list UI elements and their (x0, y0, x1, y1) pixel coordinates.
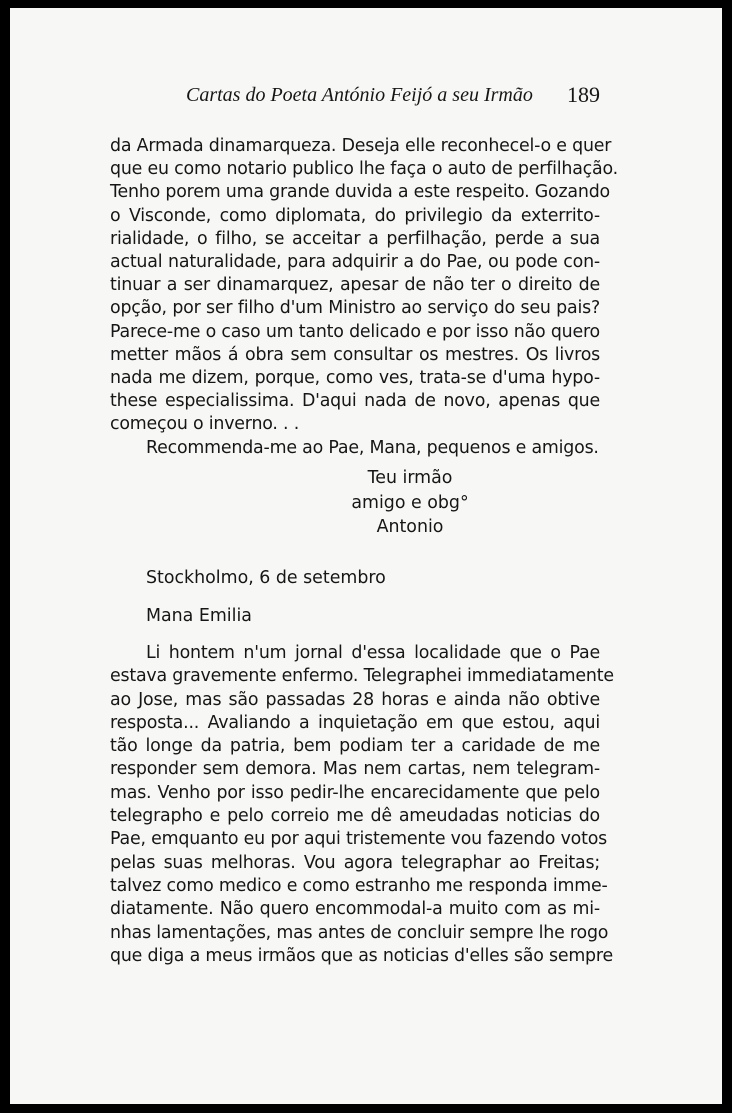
text-line: pelas suas melhoras. Vou agora telegraphar ao Freitas; (110, 852, 600, 873)
text-line: tão longe da patria, bem podiam ter a caridade de me (110, 736, 600, 757)
text-line: mas. Venho por isso pedir-lhe encarecidamente que pelo (110, 782, 600, 803)
letter-1-closing: Recommenda-me ao Pae, Mana, pequenos e amigos. (146, 437, 599, 458)
text-line: these especialissima. D'aqui nada de novo, apenas que (110, 391, 600, 412)
signature-line: Teu irmão (367, 468, 453, 488)
signature-line: amigo e obg° (351, 492, 469, 513)
text-line: que diga a meus irmãos que as noticias d'elles são sempre (110, 945, 613, 966)
text-line: metter mãos á obra sem consultar os mestres. Os livros (110, 344, 600, 365)
letter-2-body (110, 642, 614, 968)
text-line: ao Jose, mas são passadas 28 horas e ainda não obtive (110, 689, 600, 710)
text-line: o Visconde, como diplomata, do privilegio da exterrito- (110, 205, 600, 226)
running-header (110, 82, 600, 110)
page-number: 189 (567, 82, 600, 107)
signature-name: Antonio (376, 517, 444, 537)
letter-2-paragraph (110, 642, 614, 968)
text-line: responder sem demora. Mas nem cartas, nem telegram- (110, 759, 600, 780)
text-line: Li hontem n'um jornal d'essa localidade que o Pae (146, 643, 600, 663)
text-line: talvez como medico e como estranho me responda imme- (110, 875, 608, 896)
letter-1-body (110, 135, 618, 460)
text-line: resposta... Avaliando a inquietação em que estou, aqui (110, 712, 600, 733)
text-line: nhas lamentações, mas antes de concluir sempre lhe rogo (110, 922, 609, 943)
text-line: Pae, emquanto eu por aqui tristemente vou fazendo votos (110, 829, 608, 850)
text-line: tinuar a ser dinamarquez, apesar de não ter o direito de (110, 275, 600, 296)
letter-2-salutation: Mana Emilia (146, 606, 252, 626)
book-page (10, 8, 722, 1104)
text-line: Tenho porem uma grande duvida a este respeito. Gozando (110, 182, 610, 203)
letter-2-dateline: Stockholmo, 6 de setembro (146, 568, 386, 588)
text-line: que eu como notario publico lhe faça o auto de perfilhação. (110, 159, 618, 180)
letter-1-paragraph (110, 135, 618, 437)
signature-block (310, 466, 510, 540)
text-line: começou o inverno. . . (110, 414, 300, 435)
text-line: Parece-me o caso um tanto delicado e por isso não quero (110, 321, 600, 342)
text-line: nada me dizem, porque, como ves, trata-se d'uma hypo- (110, 368, 600, 389)
text-line: telegrapho e pelo correio me dê ameudadas noticias do (110, 806, 600, 827)
text-line: actual naturalidade, para adquirir a do Pae, ou pode con- (110, 252, 600, 273)
text-line: opção, por ser filho d'um Ministro ao serviço do seu pais? (110, 298, 600, 319)
text-line: diatamente. Não quero encommodal-a muito com as mi- (110, 899, 600, 920)
text-line: estava gravemente enfermo. Telegraphei immediatamente (110, 666, 614, 687)
text-line: da Armada dinamarqueza. Deseja elle reconhecel-o e quer (110, 136, 612, 156)
running-title: Cartas do Poeta António Feijó a seu Irmão (186, 84, 533, 106)
text-line: rialidade, o filho, se acceitar a perfilhação, perde a sua (110, 228, 600, 249)
